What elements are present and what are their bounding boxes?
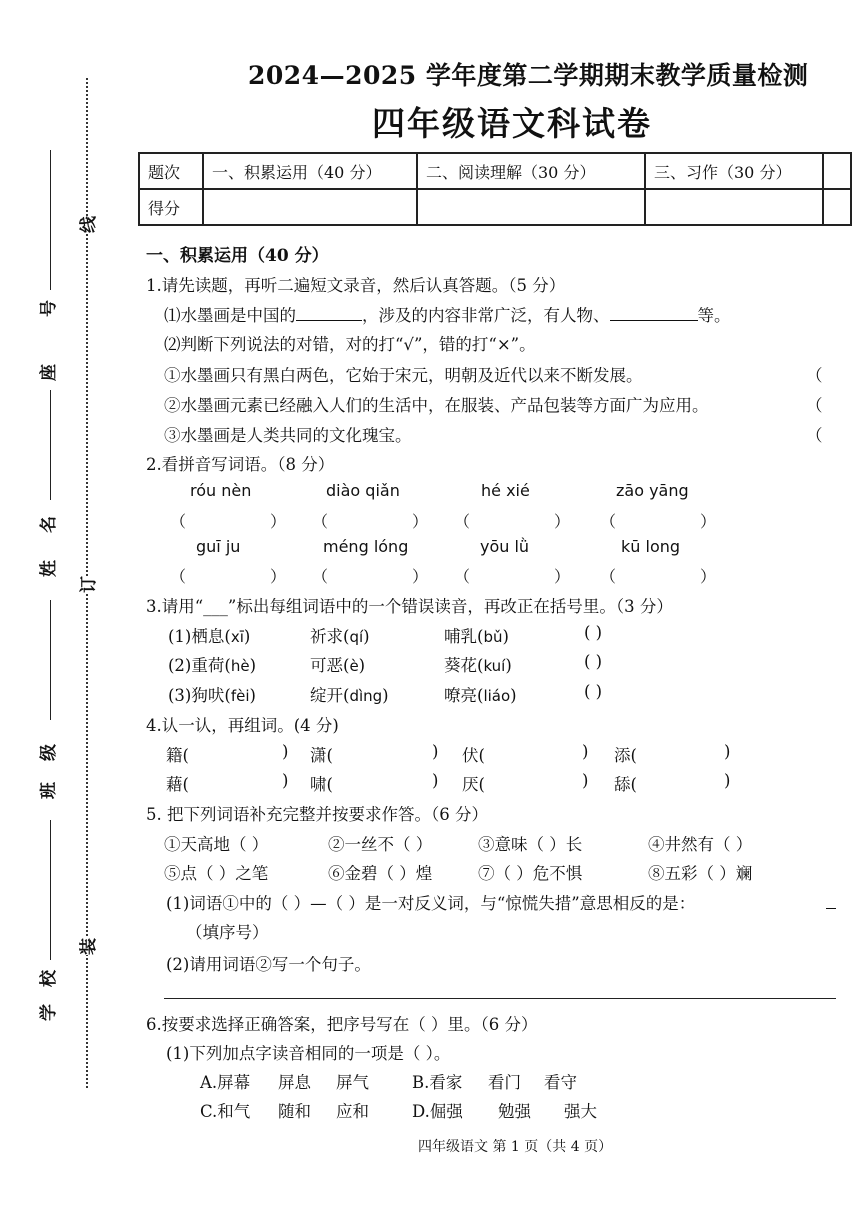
answer-paren-open[interactable]: （ [600, 567, 617, 586]
idiom-item[interactable]: ⑥金碧（ ）煌 [328, 864, 433, 883]
answer-blank[interactable] [826, 908, 836, 909]
option-D-1[interactable]: D.倔强 [412, 1102, 463, 1121]
paren-close: ) [724, 771, 731, 790]
paren: ) [363, 627, 370, 646]
word: 绽开( [310, 686, 350, 705]
q3-row-3 [168, 682, 256, 706]
statement-3: ③水墨画是人类共同的文化瑰宝。 [164, 426, 412, 445]
pinyin: diào qiǎn [326, 481, 400, 500]
answer-paren-close: ） [554, 567, 571, 586]
word: 可恶( [310, 656, 350, 675]
pinyin: yōu lǜ [480, 537, 530, 556]
answer-paren-close: ） [700, 512, 717, 531]
paren-close: ) [432, 742, 439, 761]
answer-paren-close: ） [554, 512, 571, 531]
statement-2: ②水墨画元素已经融入人们的生活中，在服装、产品包装等方面广为应用。 [164, 396, 709, 415]
name-field[interactable] [50, 390, 51, 500]
q3-row-1 [168, 623, 250, 647]
answer-paren-open[interactable]: （ [312, 567, 329, 586]
option-D-3: 强大 [564, 1102, 597, 1121]
sentence-answer-line[interactable] [164, 998, 836, 999]
paren: ) [243, 627, 251, 646]
page-footer: 四年级语文 第 1 页（共 4 页） [418, 1139, 613, 1155]
question-2-stem: 2.看拼音写词语。（8 分） [146, 455, 335, 474]
q1-text-b: ，涉及的内容非常广泛，有人物、 [362, 306, 610, 325]
score-input-cell[interactable] [203, 189, 417, 225]
option-B-2: 看门 [488, 1073, 521, 1092]
question-1-stem: 1.请先读题，再听二遍短文录音，然后认真答题。（5 分） [146, 276, 566, 295]
paren-close: ) [724, 742, 731, 761]
answer-paren-close: ） [412, 512, 429, 531]
char-item[interactable]: 添( [614, 746, 637, 765]
exam-subtitle: 四年级语文科试卷 [372, 104, 652, 143]
question-5-sub2: (2)请用词语②写一个句子。 [166, 955, 371, 974]
pinyin: guī ju [196, 537, 241, 556]
score-input-cell[interactable] [645, 189, 823, 225]
q3-row-2 [310, 652, 365, 676]
judge-paren[interactable]: （ [806, 396, 823, 415]
word: 祈求( [310, 627, 350, 646]
question-6-stem: 6.按要求选择正确答案，把序号写在（ ）里。（6 分） [146, 1015, 538, 1034]
label-school-1: 学 [39, 1004, 59, 1021]
idiom-item[interactable]: ⑦（ ）危不惧 [478, 864, 583, 883]
word: 葵花( [444, 656, 484, 675]
q3-row-3 [310, 682, 389, 706]
paren: ) [249, 686, 256, 705]
char-item[interactable]: 潇( [310, 746, 333, 765]
paren-close: ) [432, 771, 439, 790]
school-field[interactable] [50, 820, 51, 960]
question-3-stem: 3.请用“___”标出每组词语中的一个错误读音，再改正在括号里。（3 分） [146, 597, 673, 616]
answer-paren-open[interactable]: （ [312, 512, 329, 531]
option-C-3: 应和 [336, 1102, 369, 1121]
correction-paren[interactable]: ( ) [584, 623, 603, 642]
idiom-item[interactable]: ⑤点（ ）之笔 [164, 864, 269, 883]
question-1-part2: ⑵判断下列说法的对错，对的打“√”，错的打“×”。 [164, 335, 536, 354]
label-class-1: 班 [39, 782, 59, 799]
word: (1)栖息( [168, 627, 231, 646]
paren: ) [382, 686, 389, 705]
q3-row-2 [444, 652, 512, 676]
score-row-label: 得分 [139, 189, 203, 225]
answer-paren-open[interactable]: （ [170, 567, 187, 586]
idiom-item[interactable]: ⑧五彩（ ）斓 [648, 864, 753, 883]
answer-paren-close: ） [270, 567, 287, 586]
score-header-cell: 题次 [139, 153, 203, 189]
question-6-sub1: (1)下列加点字读音相同的一项是（ ）。 [166, 1044, 451, 1063]
label-class-2: 级 [39, 744, 59, 761]
statement-1: ①水墨画只有黑白两色，它始于宋元，明朝及近代以来不断发展。 [164, 366, 643, 385]
question-5-stem: 5. 把下列词语补充完整并按要求作答。（6 分） [146, 805, 488, 824]
answer-paren-open[interactable]: （ [454, 512, 471, 531]
pinyin[interactable]: hè [230, 657, 250, 675]
answer-paren-open[interactable]: （ [454, 567, 471, 586]
question-5-sub1: (1)词语①中的（ ）—（ ）是一对反义词，与“惊慌失措”意思相反的是： [166, 894, 696, 913]
word: (3)狗吠( [168, 686, 231, 705]
paren-close: ) [282, 771, 289, 790]
pinyin[interactable]: dìng [349, 687, 383, 705]
score-table [138, 152, 852, 226]
answer-blank[interactable] [610, 320, 698, 321]
word: 哺乳( [444, 627, 484, 646]
paren: ) [249, 656, 256, 675]
question-4-stem: 4.认一认，再组词。(4 分) [146, 716, 339, 735]
idiom-item[interactable]: ①天高地（ ） [164, 835, 269, 854]
option-A-1[interactable]: A.屏幕 [200, 1073, 251, 1092]
pinyin[interactable]: bǔ [483, 628, 503, 646]
option-A-2: 屏息 [278, 1073, 311, 1092]
pinyin: hé xié [481, 481, 530, 500]
pinyin: kū long [621, 537, 681, 556]
judge-paren[interactable]: （ [806, 366, 823, 385]
pinyin[interactable]: xī [230, 628, 244, 646]
paren: ) [510, 686, 517, 705]
label-name-2: 名 [39, 516, 59, 533]
seat-number-field[interactable] [50, 150, 51, 290]
q1-text-a: ⑴水墨画是中国的 [164, 306, 296, 325]
judge-paren[interactable]: （ [806, 426, 823, 445]
paren: ) [505, 656, 512, 675]
q3-row-2 [168, 652, 256, 676]
pinyin[interactable]: è [349, 657, 359, 675]
paren: ) [358, 656, 366, 675]
q3-row-1 [310, 623, 370, 647]
label-name-1: 姓 [39, 560, 59, 577]
section-heading: 一、积累运用（40 分） [146, 246, 329, 266]
char-item[interactable]: 厌( [462, 775, 485, 794]
char-item[interactable]: 啸( [310, 775, 333, 794]
pinyin[interactable]: kuí [483, 657, 506, 675]
pinyin[interactable]: fèi [230, 687, 250, 705]
class-field[interactable] [50, 600, 51, 720]
idiom-item[interactable]: ②一丝不（ ） [328, 835, 433, 854]
answer-paren-close: ） [700, 567, 717, 586]
q1-text-c: 等。 [697, 306, 731, 325]
idiom-item[interactable]: ③意味（ ）长 [478, 835, 583, 854]
score-header-cell: 二、阅读理解（30 分） [417, 153, 645, 189]
q3-row-1 [444, 623, 509, 647]
label-seat-1: 座 [39, 364, 59, 381]
char-item[interactable]: 籍( [166, 746, 189, 765]
paren-close: ) [282, 742, 289, 761]
correction-paren[interactable]: ( ) [584, 652, 603, 671]
answer-paren-close: ） [270, 512, 287, 531]
option-C-2: 随和 [278, 1102, 311, 1121]
correction-paren[interactable]: ( ) [584, 682, 603, 701]
word: (2)重荷( [168, 656, 231, 675]
answer-paren-open[interactable]: （ [600, 512, 617, 531]
pinyin: méng lóng [323, 537, 409, 556]
q3-row-3 [444, 682, 517, 706]
pinyin: róu nèn [190, 481, 252, 500]
score-header-cell: 一、积累运用（40 分） [203, 153, 417, 189]
question-5-sub1-note: （填序号） [186, 923, 269, 942]
option-D-2: 勉强 [498, 1102, 531, 1121]
char-item[interactable]: 舔( [614, 775, 637, 794]
score-input-cell[interactable] [417, 189, 645, 225]
cut-mark-line: 线 [74, 216, 99, 233]
score-input-cell[interactable] [823, 189, 851, 225]
option-C-1[interactable]: C.和气 [200, 1102, 251, 1121]
cut-mark-bind: 订 [74, 576, 99, 593]
answer-blank[interactable] [296, 320, 362, 321]
score-header-cell [823, 153, 851, 189]
char-item[interactable]: 藉( [166, 775, 189, 794]
option-B-3: 看守 [544, 1073, 577, 1092]
paren-close: ) [582, 771, 589, 790]
answer-paren-open[interactable]: （ [170, 512, 187, 531]
label-seat-2: 号 [39, 300, 59, 317]
paren: ) [502, 627, 509, 646]
option-A-3: 屏气 [336, 1073, 369, 1092]
question-1-part1 [164, 302, 731, 326]
char-item[interactable]: 伏( [462, 746, 485, 765]
pinyin[interactable]: liáo [483, 687, 511, 705]
label-school-2: 校 [39, 970, 59, 987]
cut-mark-staple: 装 [74, 938, 99, 955]
option-B-1[interactable]: B.看家 [412, 1073, 463, 1092]
pinyin[interactable]: qí [349, 628, 364, 646]
exam-title: 2024—2025 学年度第二学期期末教学质量检测 [248, 61, 809, 90]
pinyin: zāo yāng [616, 481, 689, 500]
paren-close: ) [582, 742, 589, 761]
word: 嘹亮( [444, 686, 484, 705]
answer-paren-close: ） [412, 567, 429, 586]
score-header-cell: 三、习作（30 分） [645, 153, 823, 189]
idiom-item[interactable]: ④井然有（ ） [648, 835, 753, 854]
